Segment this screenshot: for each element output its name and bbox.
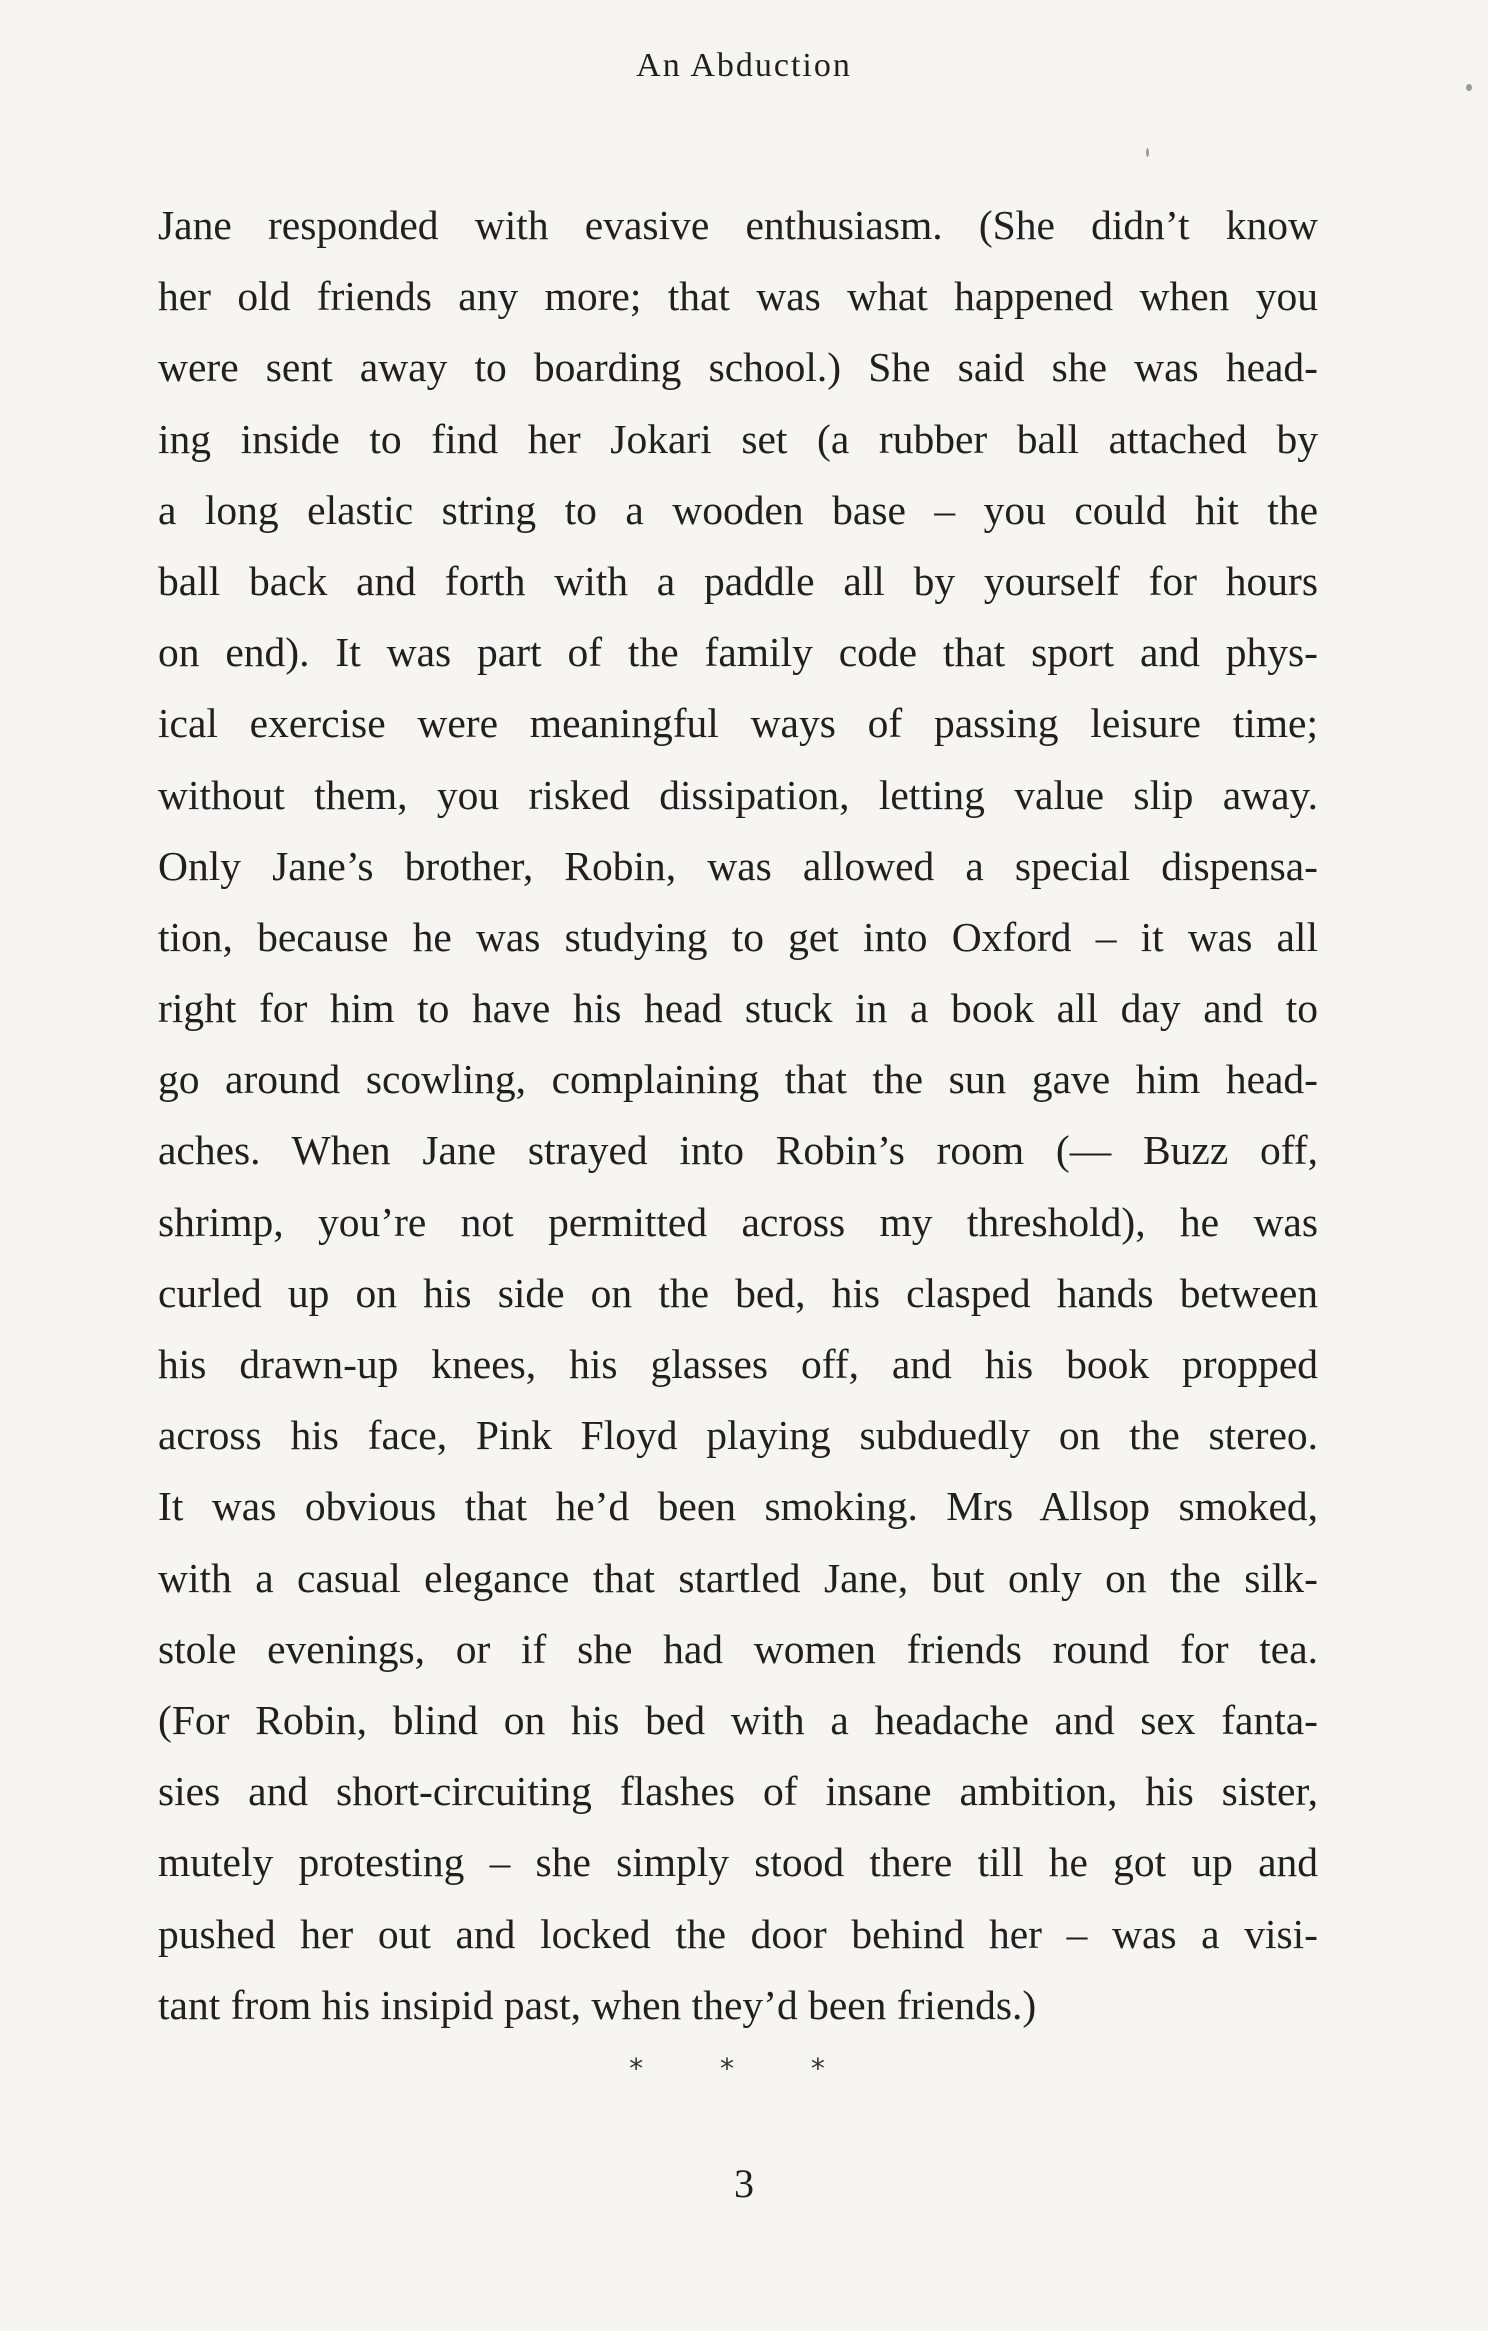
text-line: tant from his insipid past, when they’d been friends.) bbox=[158, 1981, 1037, 2028]
text-line: tion, because he was studying to get into Oxford – it was all bbox=[158, 913, 1318, 960]
text-line: aches. When Jane strayed into Robin’s room (— Buzz off, bbox=[158, 1127, 1318, 1174]
paper-speck bbox=[1466, 84, 1472, 91]
text-line: stole evenings, or if she had women friends round for tea. bbox=[158, 1625, 1318, 1672]
body-paragraph bbox=[158, 190, 1318, 2041]
text-line: Only Jane’s brother, Robin, was allowed a special dispensa- bbox=[158, 842, 1318, 889]
text-line: pushed her out and locked the door behind her – was a visi- bbox=[158, 1910, 1318, 1957]
text-line: It was obvious that he’d been smoking. Mrs Allsop smoked, bbox=[158, 1483, 1318, 1530]
text-line: were sent away to boarding school.) She said she was head- bbox=[158, 344, 1318, 391]
text-line: with a casual elegance that startled Jane, but only on the silk- bbox=[158, 1554, 1318, 1601]
text-line: ball back and forth with a paddle all by yourself for hours bbox=[158, 557, 1318, 604]
text-line: a long elastic string to a wooden base – you could hit the bbox=[158, 486, 1318, 533]
page-number: 3 bbox=[734, 2161, 754, 2206]
running-head: An Abduction bbox=[636, 47, 852, 84]
text-line: his drawn-up knees, his glasses off, and his book propped bbox=[158, 1341, 1318, 1387]
text-line: right for him to have his head stuck in a book all day and to bbox=[158, 985, 1318, 1032]
text-line: across his face, Pink Floyd playing subduedly on the stereo. bbox=[158, 1412, 1318, 1459]
text-line: Jane responded with evasive enthusiasm. (She didn’t know bbox=[158, 202, 1318, 248]
text-line: without them, you risked dissipation, letting value slip away. bbox=[158, 771, 1318, 818]
text-line: sies and short-circuiting flashes of insane ambition, his sister, bbox=[158, 1768, 1318, 1815]
text-line: go around scowling, complaining that the sun gave him head- bbox=[158, 1056, 1318, 1103]
text-line: shrimp, you’re not permitted across my threshold), he was bbox=[158, 1198, 1318, 1245]
section-break: * * * bbox=[629, 2052, 859, 2085]
text-line: ing inside to find her Jokari set (a rubber ball attached by bbox=[158, 415, 1318, 462]
text-line: mutely protesting – she simply stood there till he got up and bbox=[158, 1839, 1318, 1886]
text-line: curled up on his side on the bed, his clasped hands between bbox=[158, 1269, 1318, 1316]
paper-speck bbox=[1146, 148, 1149, 157]
text-line: her old friends any more; that was what happened when you bbox=[158, 273, 1318, 320]
text-line: ical exercise were meaningful ways of passing leisure time; bbox=[158, 700, 1318, 747]
text-line: on end). It was part of the family code that sport and phys- bbox=[158, 629, 1318, 676]
text-line: (For Robin, blind on his bed with a headache and sex fanta- bbox=[158, 1696, 1318, 1743]
